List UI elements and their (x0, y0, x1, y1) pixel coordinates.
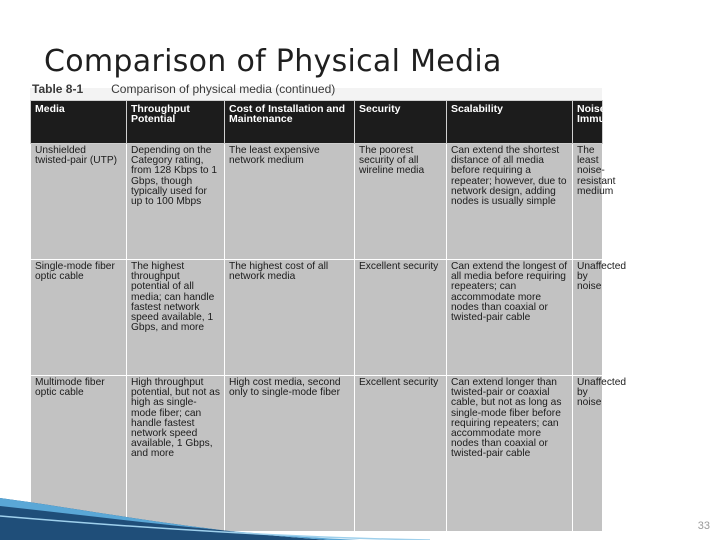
header-media: Media (31, 101, 127, 144)
cell-throughput: Depending on the Category rating, from 128 Kbps to 1 Gbps, though typically used for up to 100 Mbps (127, 144, 225, 260)
cell-cost: High cost media, second only to single-mode fiber (225, 376, 355, 532)
slide-title: Comparison of Physical Media (44, 44, 502, 79)
cell-noise-immunity: Unaffected by noise (573, 260, 603, 376)
cell-security: The poorest security of all wireline media (355, 144, 447, 260)
table-row (31, 376, 603, 532)
cell-media: Multimode fiber optic cable (31, 376, 127, 532)
cell-cost: The highest cost of all network media (225, 260, 355, 376)
cell-scalability: Can extend the longest of all media before requiring repeaters; can accommodate more nodes than coaxial or twisted-pair cable (447, 260, 573, 376)
cell-cost: The least expensive network medium (225, 144, 355, 260)
comparison-table-image (30, 82, 627, 526)
table-caption-text: Comparison of physical media (continued) (111, 82, 336, 96)
header-scalability: Scalability (447, 101, 573, 144)
cell-throughput: The highest throughput potential of all media; can handle fastest network speed available, 1 Gbps, and more (127, 260, 225, 376)
table-row (31, 260, 603, 376)
cell-media: Single-mode fiber optic cable (31, 260, 127, 376)
table-caption-label: Table 8-1 (32, 82, 84, 96)
cell-noise-immunity: Unaffected by noise (573, 376, 603, 532)
cell-security: Excellent security (355, 260, 447, 376)
cell-scalability: Can extend longer than twisted-pair or coaxial cable, but not as long as single-mode fiber before requiring repeaters; can accommodate more nodes than coaxial or twisted-pair cable (447, 376, 573, 532)
comparison-table (30, 100, 627, 531)
cell-throughput: High throughput potential, but not as high as single-mode fiber; can handle fastest network speed available, 1 Gbps, and more (127, 376, 225, 532)
table-caption (30, 82, 602, 100)
header-noise-immunity: Noise Immunity (573, 101, 603, 144)
cell-noise-immunity: The least noise-resistant medium (573, 144, 603, 260)
page-number: 33 (697, 520, 710, 532)
header-security: Security (355, 101, 447, 144)
header-cost: Cost of Installation and Maintenance (225, 101, 355, 144)
cell-scalability: Can extend the shortest distance of all media before requiring a repeater; however, due to network design, adding nodes is usually simple (447, 144, 573, 260)
cell-security: Excellent security (355, 376, 447, 532)
header-throughput: Throughput Potential (127, 101, 225, 144)
table-row (31, 144, 603, 260)
table-header-row (31, 101, 603, 144)
cell-media: Unshielded twisted-pair (UTP) (31, 144, 127, 260)
